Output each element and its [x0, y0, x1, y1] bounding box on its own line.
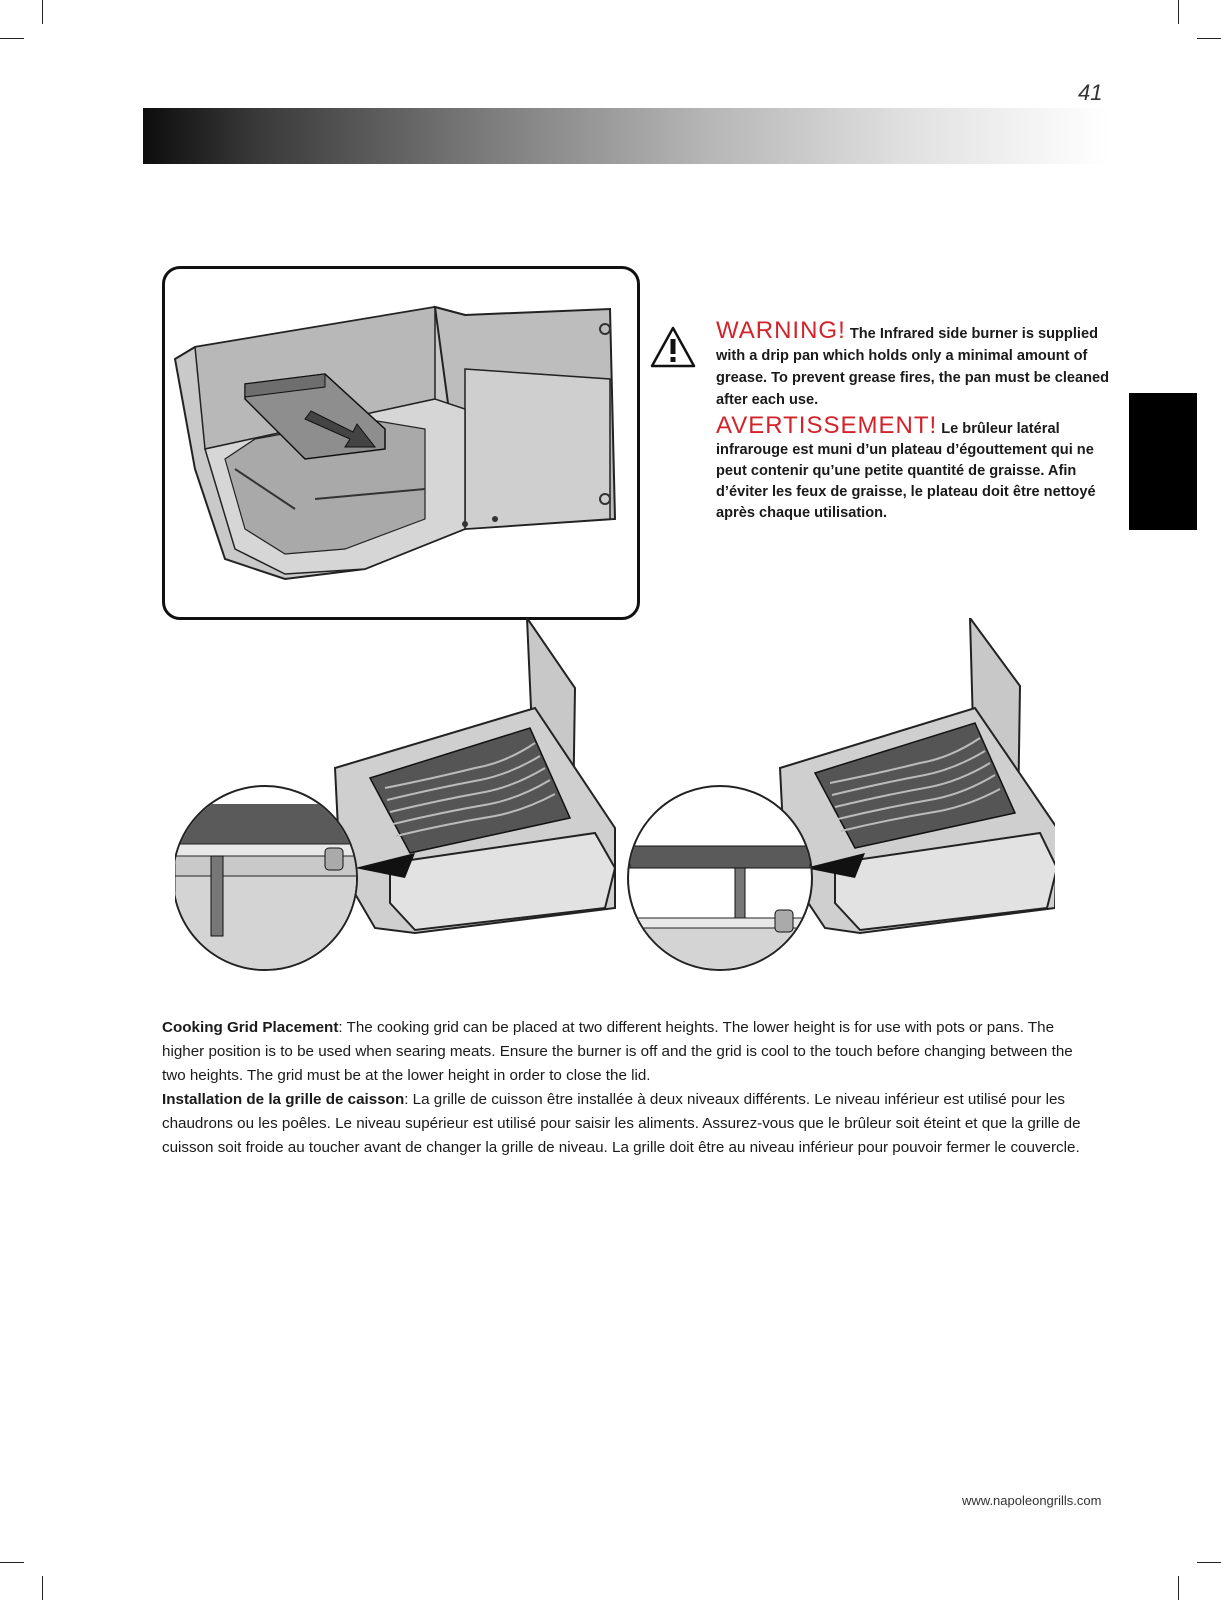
cooking-grid-figures: [175, 618, 1055, 1003]
crop-mark: [1178, 0, 1179, 24]
warning-english: [716, 317, 1116, 411]
warning-triangle-icon: [650, 326, 696, 368]
language-side-tab: [1129, 393, 1197, 530]
warning-title-fr: AVERTISSEMENT!: [716, 412, 938, 439]
warning-body-fr: Le brûleur latéral infrarouge est muni d’un plateau d’égouttement qui ne peut contenir qu’une petite quantité de graisse. Afin d’éviter les feux de graisse, le plateau doit être nettoyé après chaque utilisation.: [716, 421, 1096, 521]
grid-lower-position-drawing: [335, 618, 615, 933]
cooking-grid-placement-en: [162, 1016, 1082, 1088]
page-number: 41: [1078, 80, 1103, 105]
crop-mark: [1178, 1576, 1179, 1600]
crop-mark: [42, 0, 43, 24]
drip-pan-illustration: [165, 269, 637, 617]
cooking-grid-illustration: [175, 618, 1055, 1003]
section-heading-fr: Installation de la grille de caisson: [162, 1091, 405, 1108]
section-body-fr: : La grille de cuisson être installée à deux niveaux différents. Le niveau inférieur est utilisé pour les chaudrons ou les poêles. Le niveau supérieur est utilisé pour saisir les aliments. Assurez-vous que le brûleur soit éteint et que la grille de cuisson soit froide au toucher avant de changer la grille de niveau. La grille doit être au niveau inférieur pour pouvoir fermer le couvercle.: [162, 1091, 1081, 1156]
crop-mark: [1197, 38, 1221, 39]
warning-french: [716, 412, 1116, 524]
section-body-en: : The cooking grid can be placed at two different heights. The lower height is for use with pots or pans. The higher position is to be used when searing meats. Ensure the burner is off and the grid is cool to the touch before changing between the two heights. The grid must be at the lower height in order to close the lid.: [162, 1019, 1073, 1084]
crop-mark: [42, 1576, 43, 1600]
grid-higher-detail-circle: [628, 786, 812, 988]
crop-mark: [0, 38, 24, 39]
warning-body-en: The Infrared side burner is supplied with a drip pan which holds only a minimal amount of grease. To prevent grease fires, the pan must be cleaned after each use.: [716, 326, 1110, 408]
drip-pan-figure: [162, 266, 640, 620]
warning-title-en: WARNING!: [716, 317, 846, 344]
footer-website-link[interactable]: www.napoleongrills.com: [962, 1493, 1102, 1508]
crop-mark: [1197, 1562, 1221, 1563]
section-heading-en: Cooking Grid Placement: [162, 1019, 339, 1036]
crop-mark: [0, 1562, 24, 1563]
cooking-grid-placement-fr: [162, 1088, 1082, 1160]
grid-higher-position-drawing: [780, 618, 1055, 933]
header-gradient-bar: [143, 108, 1110, 164]
